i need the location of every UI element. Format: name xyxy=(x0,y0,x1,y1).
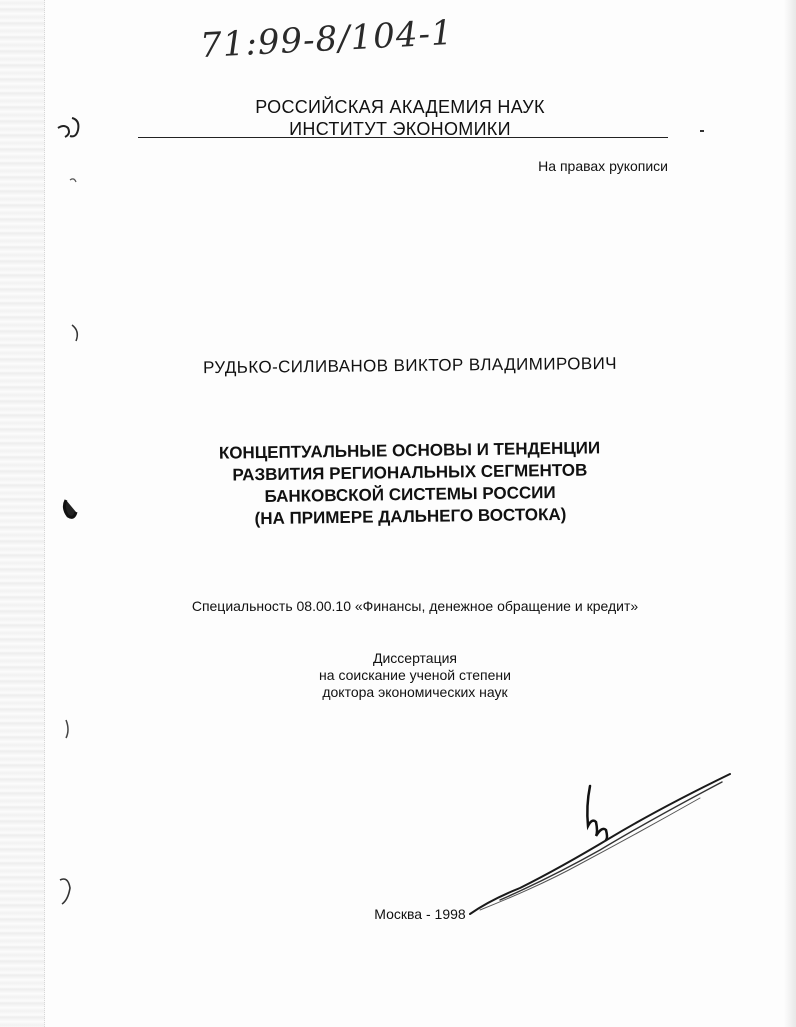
organization-header xyxy=(200,96,600,140)
scan-edge-right xyxy=(784,0,796,1027)
handwritten-catalog-number: 71:99-8/104-1 xyxy=(199,12,455,67)
title-line: КОНЦЕПТУАЛЬНЫЕ ОСНОВЫ И ТЕНДЕНЦИИ xyxy=(218,438,601,463)
degree-line: Диссертация xyxy=(372,650,458,666)
degree-line: на соискание ученой степени xyxy=(319,667,511,683)
institute-name: ИНСТИТУТ ЭКОНОМИКИ xyxy=(289,119,511,139)
organization-name: РОССИЙСКАЯ АКАДЕМИЯ НАУК xyxy=(255,97,545,117)
rights-note: На правах рукописи xyxy=(538,158,668,174)
specialty-line: Специальность 08.00.10 «Финансы, денежное обращение и кредит» xyxy=(191,598,639,614)
title-line: (НА ПРИМЕРЕ ДАЛЬНЕГО ВОСТОКА) xyxy=(254,504,567,529)
title-line: БАНКОВСКОЙ СИСТЕМЫ РОССИИ xyxy=(264,482,556,507)
margin-marks xyxy=(0,0,120,1027)
title-line: РАЗВИТИЯ РЕГИОНАЛЬНЫХ СЕГМЕНТОВ xyxy=(232,460,588,485)
city-year: Москва - 1998 xyxy=(374,906,466,922)
header-divider xyxy=(138,137,668,138)
dissertation-title xyxy=(169,437,650,532)
handwritten-signature xyxy=(460,768,740,928)
degree-line: доктора экономических наук xyxy=(322,684,508,700)
degree-statement xyxy=(260,650,570,701)
scan-speck xyxy=(700,130,704,132)
author-name: РУДЬКО-СИЛИВАНОВ ВИКТОР ВЛАДИМИРОВИЧ xyxy=(202,353,618,378)
